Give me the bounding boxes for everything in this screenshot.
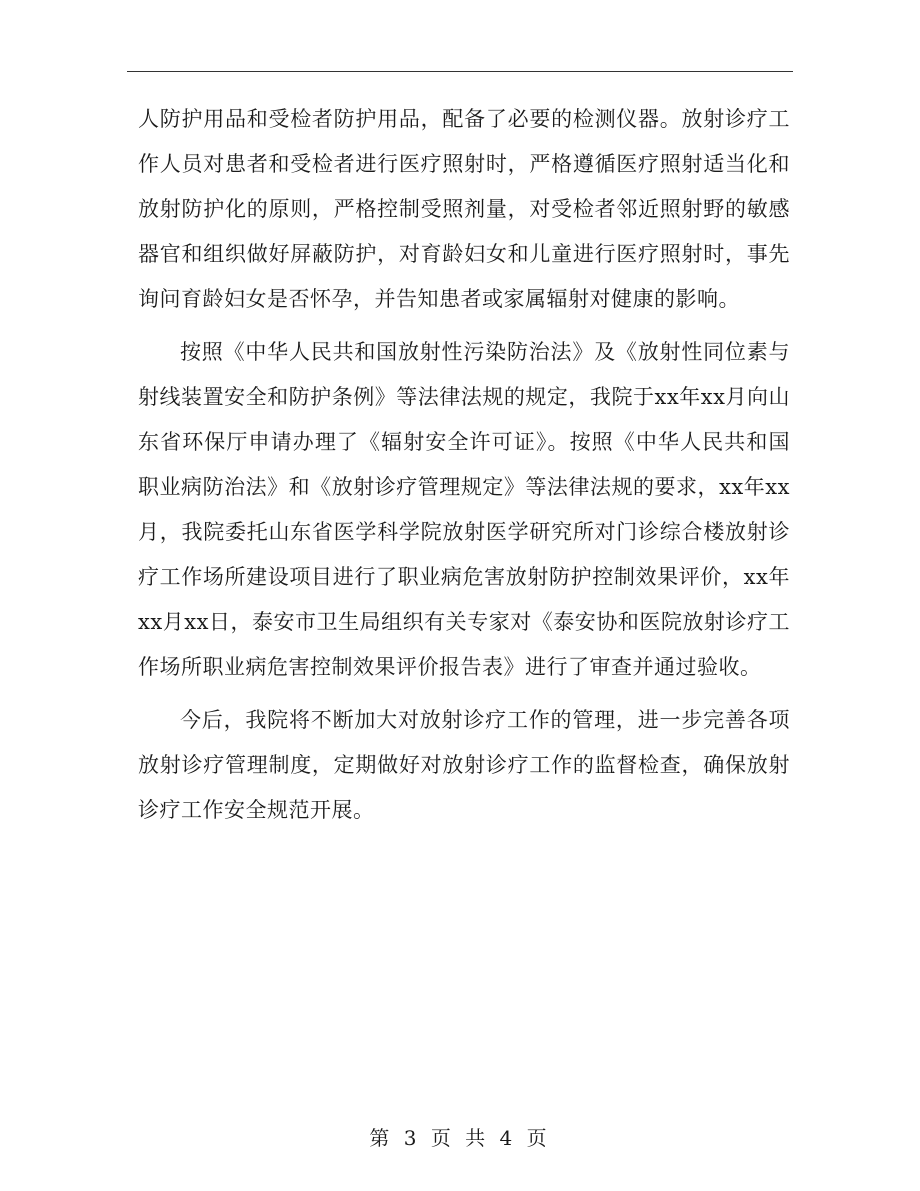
paragraph-continuation: 人防护用品和受检者防护用品，配备了必要的检测仪器。放射诊疗工作人员对患者和受检者进行医疗照射时，严格遵循医疗照射适当化和放射防护化的原则，严格控制受照剂量，对受检者邻近照射野的敏感器官和组织做好屏蔽防护，对育龄妇女和儿童进行医疗照射时，事先询问育龄妇女是否怀孕，并告知患者或家属辐射对健康的影响。 (138, 107, 790, 311)
paragraph-future-plans: 今后，我院将不断加大对放射诊疗工作的管理，进一步完善各项放射诊疗管理制度，定期做好对放射诊疗工作的监督检查，确保放射诊疗工作安全规范开展。 (138, 708, 790, 822)
header-divider (127, 71, 793, 72)
page-number-footer: 第 3 页 共 4 页 (369, 1126, 551, 1150)
document-body (138, 97, 790, 833)
paragraph-regulations: 按照《中华人民共和国放射性污染防治法》及《放射性同位素与射线装置安全和防护条例》等法律法规的规定，我院于xx年xx月向山东省环保厅申请办理了《辐射安全许可证》。按照《中华人民共和国职业病防治法》和《放射诊疗管理规定》等法律法规的要求，xx年xx月，我院委托山东省医学科学院放射医学研究所对门诊综合楼放射诊疗工作场所建设项目进行了职业病危害放射防护控制效果评价，xx年xx月xx日，泰安市卫生局组织有关专家对《泰安协和医院放射诊疗工作场所职业病危害控制效果评价报告表》进行了审查并通过验收。 (138, 340, 790, 679)
